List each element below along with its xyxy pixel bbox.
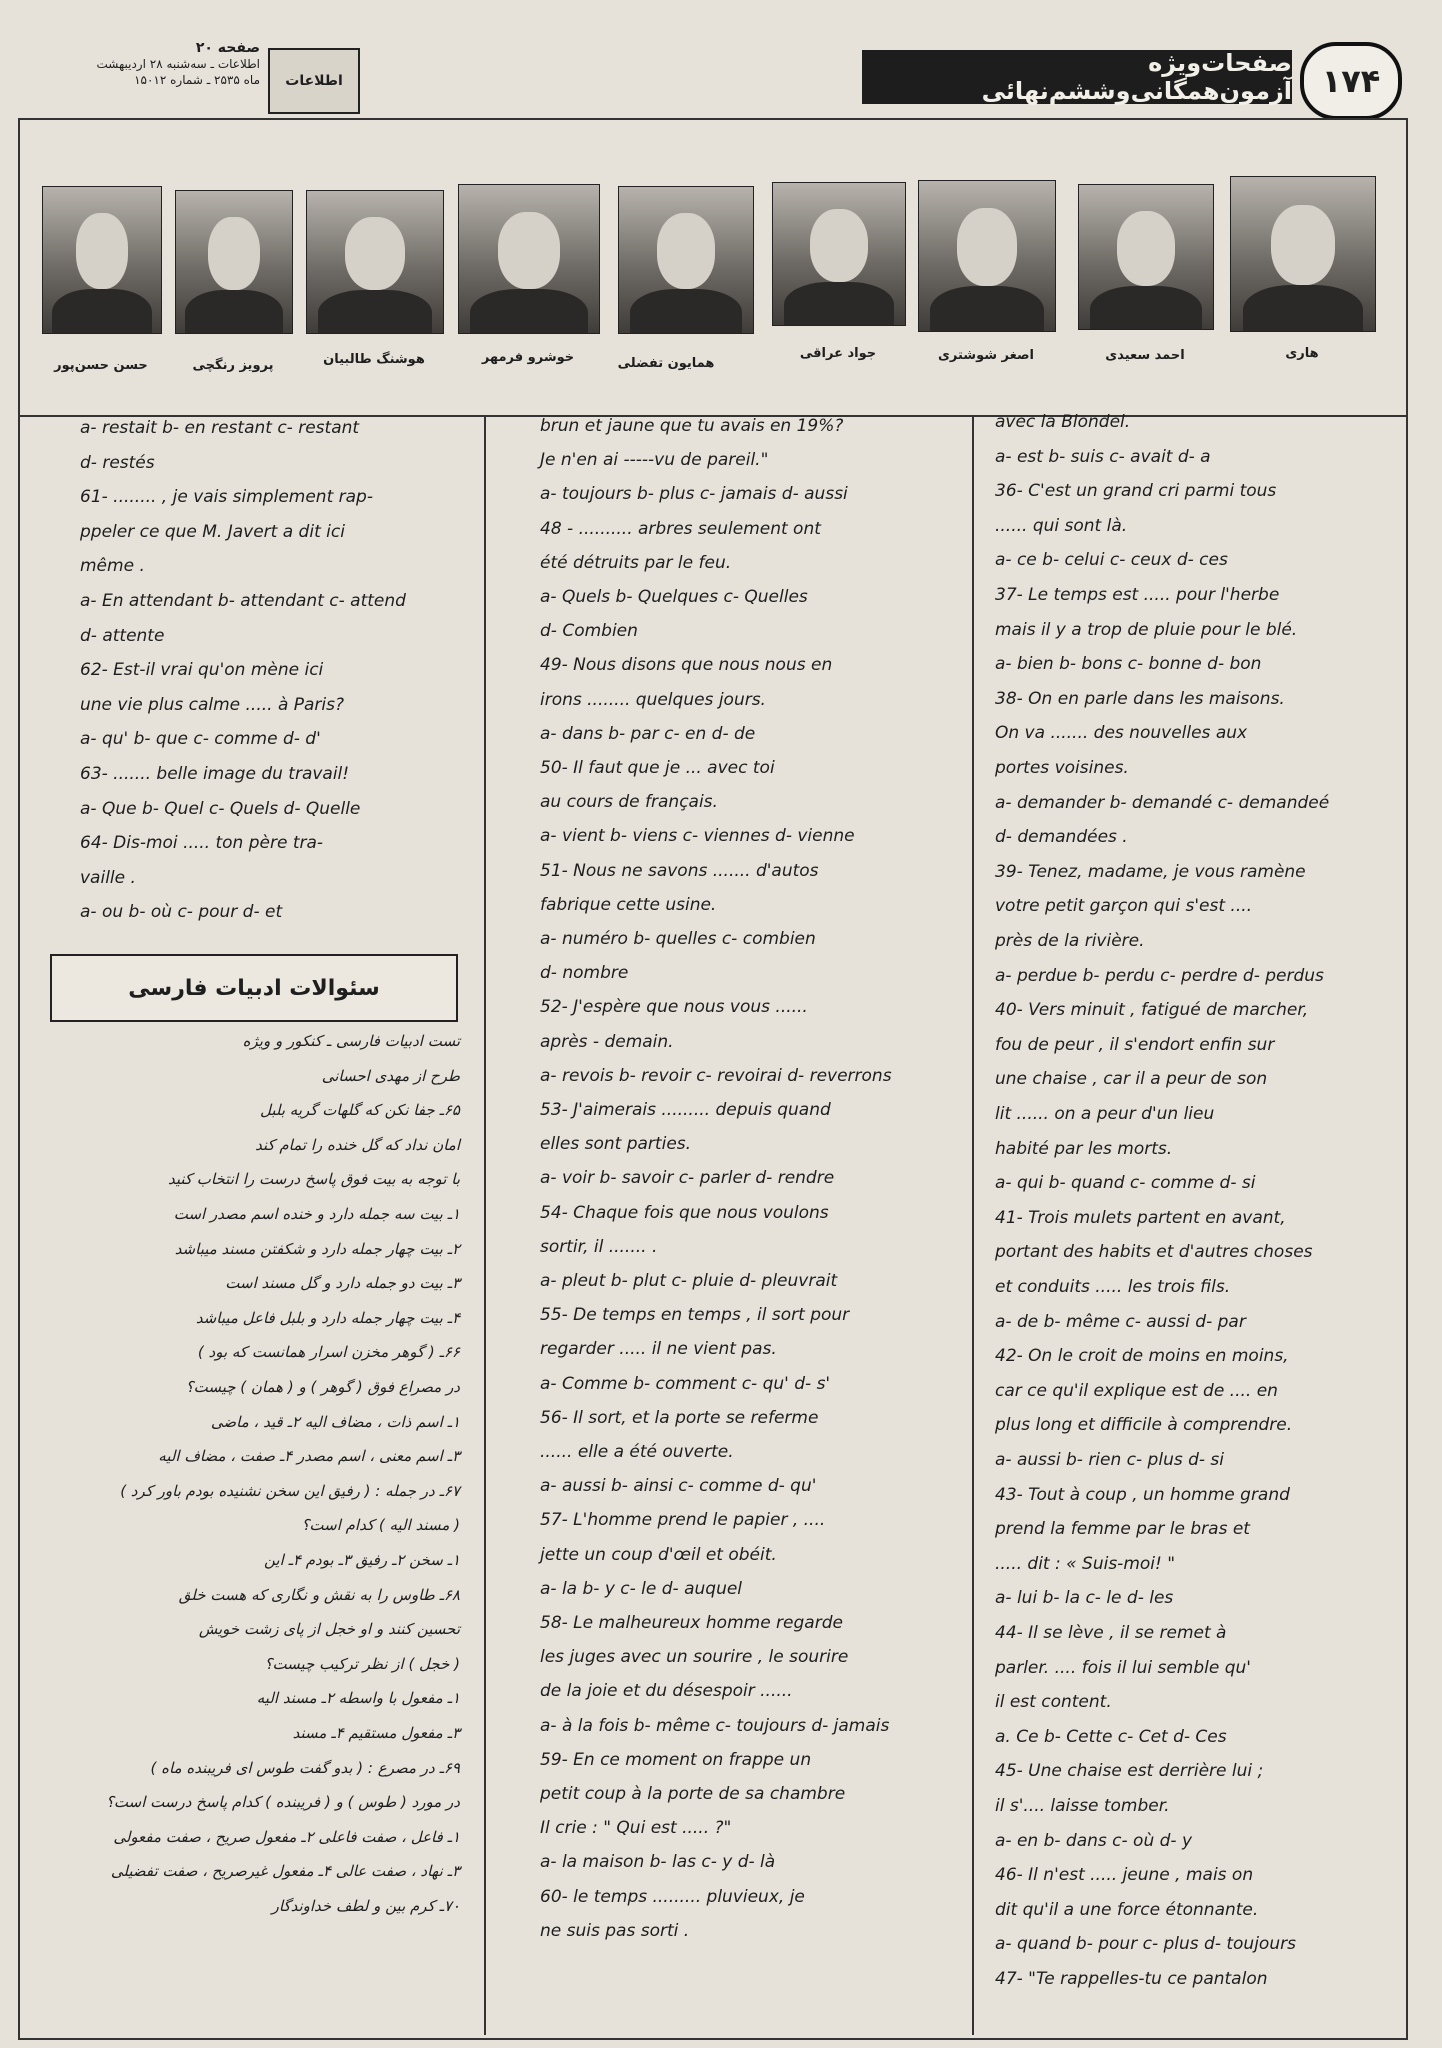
question-line-fa: با توجه به بیت فوق پاسخ درست را انتخاب کنید: [167, 1170, 460, 1189]
portrait-photo: [306, 190, 444, 334]
question-line: une vie plus calme ..... à Paris?: [80, 694, 345, 715]
question-line: car ce qu'il explique est de .... en: [995, 1380, 1278, 1401]
question-line-fa: ۶۶ـ ( گوهر مخزن اسرار همانست که بود ): [197, 1343, 460, 1362]
question-line: fabrique cette usine.: [540, 894, 717, 915]
page-label: صفحه ۲۰: [195, 40, 260, 56]
masthead-issue-line: ماه ۲۵۳۵ ـ شماره ۱۵۰۱۲: [134, 73, 260, 87]
portrait-caption: احمد سعیدی: [1105, 348, 1185, 363]
question-line: 39- Tenez, madame, je vous ramène: [995, 861, 1306, 882]
question-line: 41- Trois mulets partent en avant,: [995, 1207, 1286, 1228]
question-line: a- perdue b- perdu c- perdre d- perdus: [995, 965, 1324, 986]
question-line: après - demain.: [540, 1031, 674, 1052]
question-line: ne suis pas sorti .: [540, 1920, 690, 1941]
question-line: parler. .... fois il lui semble qu': [995, 1657, 1251, 1678]
question-line: 43- Tout à coup , un homme grand: [995, 1484, 1290, 1505]
question-line: elles sont parties.: [540, 1134, 692, 1155]
question-line-fa: ۴ـ بیت چهار جمله دارد و بلبل فاعل میباشد: [195, 1308, 460, 1327]
portrait-caption: پرویز رنگچی: [192, 358, 274, 373]
masthead-date-line: اطلاعات ـ سه‌شنبه ۲۸ اردیبهشت: [96, 57, 260, 71]
question-line: 37- Le temps est ..... pour l'herbe: [995, 585, 1280, 605]
question-line: 42- On le croit de moins en moins,: [995, 1346, 1289, 1367]
newspaper-logo: اطلاعات: [268, 48, 360, 114]
question-line: d- restés: [80, 452, 155, 473]
question-line: avec la Blondel.: [995, 412, 1131, 432]
question-line: a- toujours b- plus c- jamais d- aussi: [540, 484, 848, 505]
question-line-fa: در مصراع فوق ( گوهر ) و ( همان ) چیست؟: [185, 1378, 460, 1396]
question-line-fa: ۳ـ نهاد ، صفت عالی ۴ـ مفعول غیرصریح ، صفت تفضیلی: [110, 1862, 460, 1881]
question-line: 36- C'est un grand cri parmi tous: [995, 481, 1277, 502]
column-divider: [484, 415, 486, 2035]
question-line: a- bien b- bons c- bonne d- bon: [995, 654, 1262, 675]
question-line-fa: ۶۵ـ جفا نکن که گلهات گریه بلبل: [260, 1101, 460, 1120]
persian-literature-heading: سئوالات ادبیات فارسی: [50, 954, 458, 1022]
question-line-fa: ۳ـ بیت دو جمله دارد و گل مسند است: [225, 1274, 460, 1293]
portrait-caption: هاری: [1285, 346, 1319, 361]
question-line-fa: ۳ـ مفعول مستقیم ۴ـ مسند: [292, 1724, 460, 1742]
question-line: vaille .: [80, 867, 136, 888]
portrait-photo: [1230, 176, 1376, 332]
question-line: 44- Il se lève , il se remet à: [995, 1623, 1227, 1643]
question-line: 40- Vers minuit , fatigué de marcher,: [995, 1000, 1309, 1021]
question-line: les juges avec un sourire , le sourire: [540, 1647, 849, 1668]
question-line: 45- Une chaise est derrière lui ;: [995, 1761, 1264, 1782]
question-line: ...... qui sont là.: [995, 515, 1128, 536]
question-line: irons ........ quelques jours.: [540, 689, 766, 710]
question-line-fa: ۶۸ـ طاوس را به نقش و نگاری که هست خلق: [178, 1585, 460, 1604]
question-line: brun et jaune que tu avais en 19%?: [540, 416, 844, 436]
question-line: a- numéro b- quelles c- combien: [540, 929, 816, 949]
page-number-badge: ۱۷۴: [1300, 42, 1402, 120]
question-line-fa: ۱ـ سخن ۲ـ رفیق ۳ـ بودم ۴ـ این: [263, 1551, 460, 1569]
question-line: près de la rivière.: [995, 931, 1145, 951]
question-line: de la joie et du désespoir ......: [540, 1681, 793, 1702]
question-line: il s'.... laisse tomber.: [995, 1796, 1170, 1816]
question-line: a- aussi b- rien c- plus d- si: [995, 1450, 1225, 1470]
question-line: a- à la fois b- même c- toujours d- jamais: [540, 1715, 890, 1736]
question-line-fa: در مورد ( طوس ) و ( فریبنده ) کدام پاسخ درست است؟: [105, 1793, 460, 1812]
question-line: a- pleut b- plut c- pluie d- pleuvrait: [540, 1271, 838, 1291]
question-line: mais il y a trop de pluie pour le blé.: [995, 619, 1298, 640]
question-line: 54- Chaque fois que nous voulons: [540, 1202, 829, 1223]
question-line: a- voir b- savoir c- parler d- rendre: [540, 1168, 835, 1189]
question-line: sortir, il ....... .: [540, 1236, 658, 1257]
portrait-photo: [1078, 184, 1214, 330]
question-line: d- Combien: [540, 621, 638, 642]
question-line-fa: ۷۰ـ کرم بین و لطف خداوندگار: [271, 1897, 460, 1915]
question-line: a- vient b- viens c- viennes d- vienne: [540, 826, 855, 847]
portrait-photo: [918, 180, 1056, 332]
question-line: 55- De temps en temps , il sort pour: [540, 1305, 850, 1326]
question-line: ppeler ce que M. Javert a dit ici: [80, 521, 345, 542]
question-line: même .: [80, 556, 145, 577]
portrait-photo: [175, 190, 293, 334]
portrait-caption: اصغر شوشتری: [938, 348, 1034, 363]
question-line: 49- Nous disons que nous nous en: [540, 655, 833, 676]
question-line: 51- Nous ne savons ....... d'autos: [540, 860, 819, 881]
question-line: a- lui b- la c- le d- les: [995, 1588, 1174, 1609]
question-line: a- aussi b- ainsi c- comme d- qu': [540, 1476, 817, 1497]
question-line: a- la b- y c- le d- auquel: [540, 1578, 743, 1599]
question-line: il est content.: [995, 1692, 1112, 1713]
question-line: a- de b- même c- aussi d- par: [995, 1311, 1246, 1332]
question-line: a- Quels b- Quelques c- Quelles: [540, 587, 808, 607]
question-line: 57- L'homme prend le papier , ....: [540, 1510, 826, 1531]
question-line: et conduits ..... les trois fils.: [995, 1277, 1231, 1297]
question-line: 47- "Te rappelles-tu ce pantalon: [995, 1969, 1268, 1989]
question-line: 63- ....... belle image du travail!: [80, 764, 350, 784]
question-line: plus long et difficile à comprendre.: [995, 1415, 1293, 1436]
question-line: au cours de français.: [540, 792, 718, 813]
column-divider: [972, 415, 974, 2035]
question-line-fa: ( خجل ) از نظر ترکیب چیست؟: [264, 1654, 460, 1673]
question-line: lit ...... on a peur d'un lieu: [995, 1104, 1215, 1124]
question-line-fa: ۲ـ بیت چهار جمله دارد و شکفتن مسند میباشد: [174, 1239, 460, 1258]
question-line: 58- Le malheureux homme regarde: [540, 1613, 843, 1633]
question-line-fa: ۱ـ اسم ذات ، مضاف الیه ۲ـ قید ، ماضی: [210, 1412, 460, 1431]
question-line: une chaise , car il a peur de son: [995, 1069, 1268, 1090]
question-line: a- est b- suis c- avait d- a: [995, 446, 1211, 467]
question-line: jette un coup d'œil et obéit.: [540, 1544, 777, 1565]
question-line: a- revois b- revoir c- revoirai d- reverrons: [540, 1065, 892, 1086]
question-line: dit qu'il a une force étonnante.: [995, 1899, 1259, 1920]
question-line-fa: ۱ـ مفعول با واسطه ۲ـ مسند الیه: [256, 1689, 460, 1708]
portrait-photo: [772, 182, 906, 326]
portrait-caption: هوشنگ طالبیان: [323, 352, 425, 367]
portrait-caption: حسن حسن‌پور: [54, 358, 148, 373]
portrait-photo: [458, 184, 600, 334]
question-line: petit coup à la porte de sa chambre: [540, 1784, 846, 1804]
portrait-caption: جواد عراقی: [799, 346, 877, 361]
question-line: 52- J'espère que nous vous ......: [540, 997, 808, 1018]
question-line: 38- On en parle dans les maisons.: [995, 688, 1285, 709]
question-line: a- ce b- celui c- ceux d- ces: [995, 550, 1228, 571]
question-line: a- ou b- où c- pour d- et: [80, 902, 283, 923]
question-line: ..... dit : « Suis-moi! ": [995, 1553, 1176, 1574]
portrait-photo: [42, 186, 162, 334]
question-line-fa: ۶۷ـ در جمله : ( رفیق این سخن نشنیده بودم باور کرد ): [120, 1481, 460, 1500]
question-line: a. Ce b- Cette c- Cet d- Ces: [995, 1726, 1227, 1747]
portrait-photo: [618, 186, 754, 334]
question-line: 46- Il n'est ..... jeune , mais on: [995, 1865, 1254, 1886]
question-line: d- nombre: [540, 963, 629, 984]
question-line: a- dans b- par c- en d- de: [540, 723, 756, 744]
question-line-fa: ۳ـ اسم معنی ، اسم مصدر ۴ـ صفت ، مضاف الیه: [158, 1447, 460, 1466]
question-line: regarder ..... il ne vient pas.: [540, 1339, 777, 1360]
question-line: a- la maison b- las c- y d- là: [540, 1852, 776, 1873]
portrait-caption: همایون تفضلی: [617, 356, 715, 371]
question-line: d- demandées .: [995, 827, 1128, 848]
question-line-fa: ۱ـ فاعل ، صفت فاعلی ۲ـ مفعول صریح ، صفت مفعولی: [113, 1827, 460, 1846]
question-line: 60- le temps ......... pluvieux, je: [540, 1886, 805, 1907]
masthead-info: [40, 40, 260, 88]
question-line: 61- ........ , je vais simplement rap-: [80, 487, 373, 508]
question-line: On va ....... des nouvelles aux: [995, 723, 1248, 744]
question-line: portant des habits et d'autres choses: [995, 1242, 1313, 1263]
question-line: ...... elle a été ouverte.: [540, 1442, 734, 1462]
portrait-caption: خوشرو فرمهر: [481, 350, 575, 365]
question-line: a- qu' b- que c- comme d- d': [80, 729, 321, 750]
question-line: a- restait b- en restant c- restant: [80, 418, 360, 438]
question-line: 62- Est-il vrai qu'on mène ici: [80, 660, 324, 681]
question-line-fa: امان نداد که گل خنده را تمام کند: [255, 1135, 460, 1154]
question-line: a- Que b- Quel c- Quels d- Quelle: [80, 798, 361, 819]
question-line-fa: طرح از مهدی احسانی: [321, 1066, 460, 1085]
question-line: 53- J'aimerais ......... depuis quand: [540, 1100, 831, 1120]
question-line: a- demander b- demandé c- demandeé: [995, 792, 1330, 813]
question-line: 50- Il faut que je ... avec toi: [540, 758, 775, 778]
question-line: 64- Dis-moi ..... ton père tra-: [80, 833, 324, 854]
question-line: votre petit garçon qui s'est ....: [995, 896, 1253, 917]
question-line: a- quand b- pour c- plus d- toujours: [995, 1934, 1296, 1955]
question-line: portes voisines.: [995, 758, 1129, 778]
question-line: prend la femme par le bras et: [995, 1519, 1250, 1540]
question-line: 56- Il sort, et la porte se referme: [540, 1407, 819, 1428]
question-line: Il crie : " Qui est ..... ?": [540, 1818, 732, 1839]
question-line-fa: تحسین کنند و او خجل از پای زشت خویش: [198, 1620, 460, 1639]
question-line: Je n'en ai -----vu de pareil.": [540, 450, 769, 471]
question-line: d- attente: [80, 625, 165, 646]
question-line: fou de peur , il s'endort enfin sur: [995, 1034, 1275, 1055]
question-line: habité par les morts.: [995, 1138, 1173, 1159]
question-line: a- qui b- quand c- comme d- si: [995, 1173, 1256, 1194]
question-line: a- Comme b- comment c- qu' d- s': [540, 1373, 831, 1394]
question-line: 48 - .......... arbres seulement ont: [540, 518, 821, 539]
question-line-fa: ۱ـ بیت سه جمله دارد و خنده اسم مصدر است: [173, 1205, 460, 1223]
question-line: été détruits par le feu.: [540, 552, 732, 573]
question-line-fa: ۶۹ـ در مصرع : ( بدو گفت طوس ای فریبنده ماه ): [150, 1758, 460, 1777]
question-line: a- en b- dans c- où d- y: [995, 1830, 1193, 1851]
question-line-fa: تست ادبیات فارسی ـ کنکور و ویژه: [242, 1032, 460, 1050]
section-banner: صفحات‌ویژه آزمون‌همگانی‌و‌ششم‌نهائی: [862, 50, 1292, 104]
question-line-fa: ( مسند الیه ) کدام است؟: [301, 1516, 460, 1535]
question-line: a- En attendant b- attendant c- attend: [80, 591, 406, 611]
question-line: 59- En ce moment on frappe un: [540, 1749, 812, 1770]
